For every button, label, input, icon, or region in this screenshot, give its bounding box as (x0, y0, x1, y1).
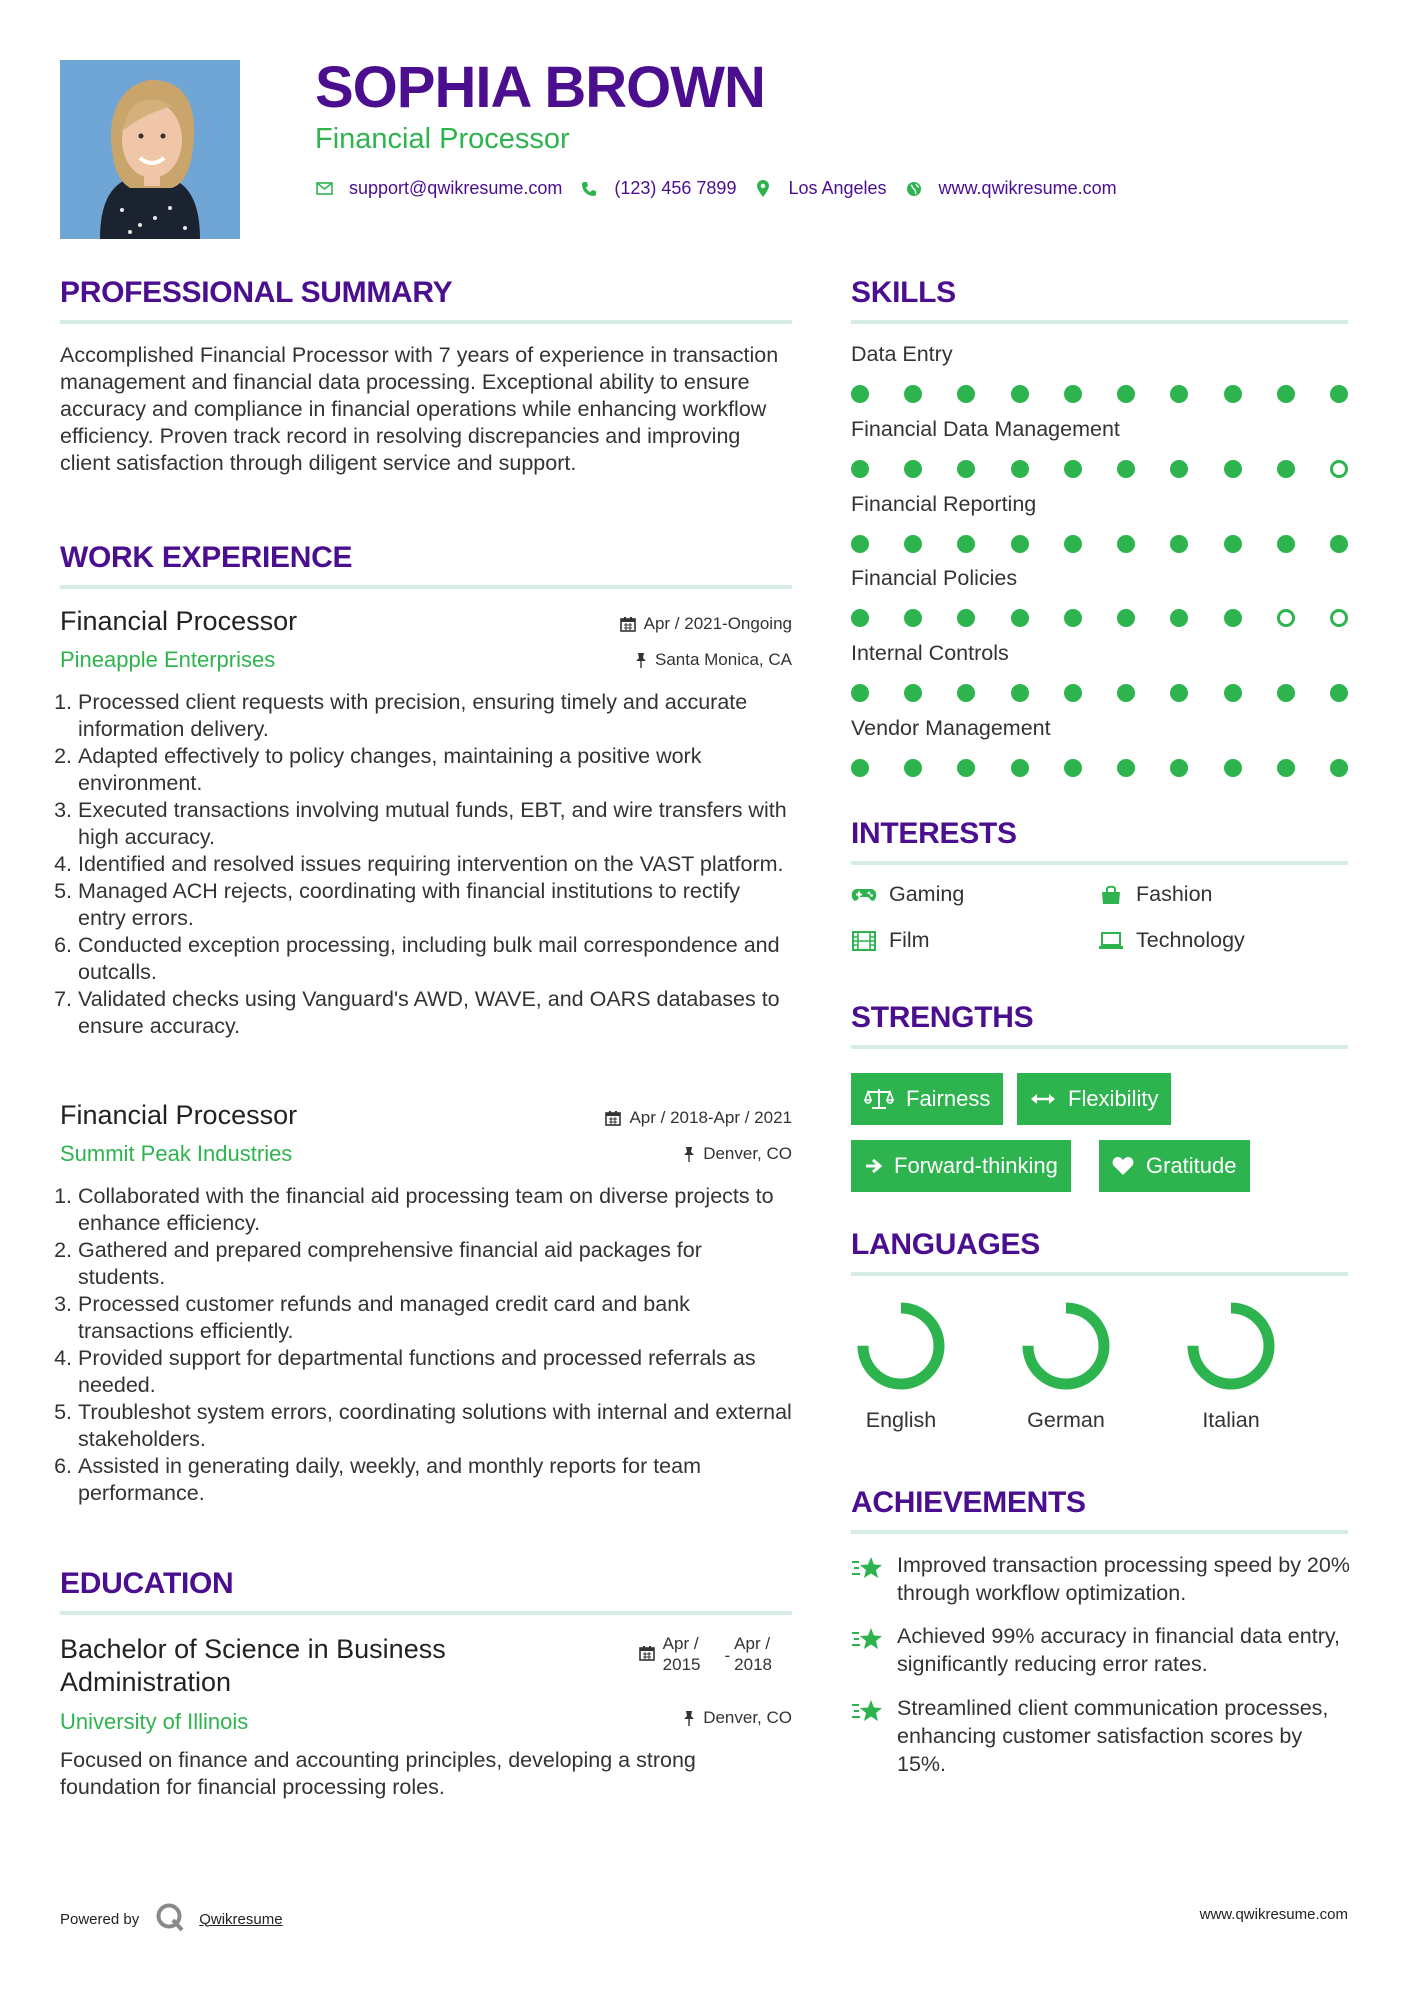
section-divider (60, 585, 792, 589)
rating-dot-filled (1277, 460, 1295, 478)
rating-dot-filled (1330, 684, 1348, 702)
job-bullets (60, 1183, 792, 1507)
language-progress-ring (1183, 1298, 1279, 1394)
strengths-section-header (851, 1001, 1348, 1049)
candidate-title: Financial Processor (315, 123, 570, 155)
rating-dot-filled (851, 535, 869, 553)
date-start: Apr / 2015 (662, 1634, 701, 1674)
section-divider (851, 1045, 1348, 1049)
star-icon (851, 1622, 885, 1678)
strengths-heading: STRENGTHS (851, 1001, 1034, 1034)
experience-section-header (60, 541, 792, 589)
section-divider (60, 1611, 792, 1615)
job-location-text: Santa Monica, CA (654, 650, 792, 669)
skill-name: Vendor Management (851, 716, 1051, 740)
skill-name: Financial Data Management (851, 417, 1120, 441)
summary-heading: PROFESSIONAL SUMMARY (60, 276, 453, 309)
rating-dot-filled (1064, 759, 1082, 777)
strength-badge-gratitude (1099, 1140, 1250, 1192)
rating-dot-filled (1224, 684, 1242, 702)
star-icon (851, 1551, 885, 1607)
skill-rating (851, 535, 1348, 553)
section-divider (851, 1272, 1348, 1276)
contact-website[interactable] (905, 178, 1117, 199)
language-progress-ring (1018, 1298, 1114, 1394)
rating-dot-filled (904, 535, 922, 553)
job-entry-1 (60, 606, 792, 1040)
achievement-item (851, 1622, 1351, 1678)
skill-name: Financial Reporting (851, 492, 1037, 516)
skill-row (851, 641, 1351, 702)
calendar-icon (605, 1110, 621, 1126)
job-bullets (60, 689, 792, 1040)
rating-dot-filled (851, 609, 869, 627)
list-item: 6. Assisted in generating daily, weekly, and monthly reports for team performance. (78, 1453, 792, 1507)
interests-heading: INTERESTS (851, 817, 1017, 850)
job-date-text: Apr / 2018-Apr / 2021 (629, 1108, 792, 1127)
skill-rating (851, 609, 1348, 627)
rating-dot-filled (1011, 684, 1029, 702)
skills-section-header (851, 276, 1348, 324)
language-label: Italian (1202, 1408, 1260, 1432)
skill-rating (851, 759, 1348, 777)
language-item (841, 1298, 961, 1433)
language-item (1006, 1298, 1126, 1433)
profile-photo (60, 60, 240, 239)
education-heading: EDUCATION (60, 1567, 234, 1600)
skill-rating (851, 385, 1348, 403)
strength-badge-flexibility (1017, 1073, 1171, 1125)
envelope-icon (315, 180, 333, 198)
rating-dot-empty (1277, 609, 1295, 627)
degree-line: Administration (60, 1667, 232, 1697)
contact-phone[interactable] (580, 178, 736, 199)
summary-section-header (60, 276, 792, 324)
education-description: Focused on finance and accounting principles, developing a strong foundation for financial processing roles. (60, 1748, 696, 1799)
skill-name: Internal Controls (851, 641, 1009, 665)
rating-dot-filled (1064, 535, 1082, 553)
rating-dot-filled (1117, 609, 1135, 627)
rating-dot-filled (1224, 385, 1242, 403)
list-item: 5. Troubleshot system errors, coordinating solutions with internal and external stakeholders. (78, 1399, 792, 1453)
list-item: 1. Collaborated with the financial aid processing team on diverse projects to enhance efficiency. (78, 1183, 792, 1237)
rating-dot-filled (1117, 684, 1135, 702)
interest-label: Film (889, 928, 930, 952)
interest-label: Technology (1136, 928, 1245, 952)
calendar-icon (620, 616, 636, 632)
list-item: 2. Adapted effectively to policy changes, maintaining a positive work environment. (78, 743, 792, 797)
film-icon (851, 931, 877, 951)
rating-dot-filled (1170, 759, 1188, 777)
rating-dot-filled (1064, 684, 1082, 702)
skill-row (851, 716, 1351, 777)
skill-row (851, 342, 1351, 403)
school-name: University of Illinois (60, 1709, 249, 1734)
rating-dot-filled (1330, 535, 1348, 553)
list-item: 5. Managed ACH rejects, coordinating with financial institutions to rectify entry errors. (78, 878, 792, 932)
rating-dot-filled (1170, 535, 1188, 553)
skills-heading: SKILLS (851, 276, 956, 309)
job-date-text: Apr / 2021-Ongoing (643, 614, 792, 633)
contact-email[interactable] (315, 178, 562, 199)
rating-dot-filled (904, 385, 922, 403)
experience-heading: WORK EXPERIENCE (60, 541, 353, 574)
section-divider (60, 320, 792, 324)
pushpin-icon (635, 652, 647, 668)
rating-dot-empty (1330, 460, 1348, 478)
rating-dot-filled (904, 684, 922, 702)
achievements-heading: ACHIEVEMENTS (851, 1486, 1086, 1519)
globe-icon (905, 180, 923, 198)
achievement-text: Improved transaction processing speed by 20% through workflow optimization. (897, 1553, 1350, 1605)
rating-dot-filled (1170, 385, 1188, 403)
rating-dot-filled (1064, 460, 1082, 478)
strength-label: Forward-thinking (894, 1153, 1058, 1178)
education-section-header (60, 1567, 792, 1615)
rating-dot-filled (1277, 684, 1295, 702)
contact-location (754, 178, 886, 199)
strength-badge-forward-thinking (851, 1140, 1071, 1192)
skill-name: Financial Policies (851, 566, 1018, 590)
languages-section-header (851, 1228, 1348, 1276)
rating-dot-filled (957, 460, 975, 478)
list-item: 2. Gathered and prepared comprehensive financial aid packages for students. (78, 1237, 792, 1291)
job-location-text: Denver, CO (703, 1144, 792, 1163)
rating-dot-filled (851, 385, 869, 403)
job-date (605, 1108, 792, 1128)
section-divider (851, 1530, 1348, 1534)
language-item (1171, 1298, 1291, 1433)
rating-dot-filled (957, 759, 975, 777)
rating-dot-filled (1011, 759, 1029, 777)
strength-label: Flexibility (1068, 1086, 1159, 1111)
rating-dot-filled (1011, 609, 1029, 627)
job-company: Summit Peak Industries (60, 1141, 293, 1166)
rating-dot-filled (1277, 385, 1295, 403)
education-location (683, 1708, 792, 1728)
job-date (620, 614, 792, 634)
heart-icon (1112, 1156, 1134, 1176)
rating-dot-filled (1064, 385, 1082, 403)
pushpin-icon (683, 1710, 695, 1726)
skill-name: Data Entry (851, 342, 953, 366)
interest-label: Gaming (889, 882, 965, 906)
education-location-text: Denver, CO (703, 1708, 792, 1727)
rating-dot-filled (1117, 535, 1135, 553)
skill-rating (851, 684, 1348, 702)
list-item: 6. Conducted exception processing, including bulk mail correspondence and outcalls. (78, 932, 792, 986)
interest-technology (1098, 928, 1245, 953)
list-item: 3. Executed transactions involving mutual funds, EBT, and wire transfers with high accuracy. (78, 797, 792, 851)
job-location (635, 650, 792, 670)
skill-row (851, 492, 1351, 553)
strength-label: Gratitude (1146, 1153, 1237, 1178)
date-dash: - (724, 1646, 731, 1665)
achievements-section-header (851, 1486, 1348, 1534)
language-level-arc (1193, 1308, 1269, 1384)
powered-by-text: Powered by (60, 1910, 140, 1928)
list-item: 1. Processed client requests with precision, ensuring timely and accurate information delivery. (78, 689, 792, 743)
rating-dot-filled (1277, 759, 1295, 777)
achievement-item (851, 1694, 1351, 1778)
language-label: German (1027, 1408, 1105, 1432)
job-title: Financial Processor (60, 1100, 298, 1130)
qwikresume-logo-icon (155, 1902, 185, 1936)
rating-dot-filled (957, 535, 975, 553)
laptop-icon (1098, 931, 1124, 951)
phone-text: (123) 456 7899 (614, 178, 737, 198)
email-text: support@qwikresume.com (349, 178, 563, 198)
shopping-bag-icon (1098, 885, 1124, 905)
list-item: 4. Provided support for departmental functions and processed referrals as needed. (78, 1345, 792, 1399)
education-entry (60, 1633, 792, 1801)
footer-website[interactable]: www.qwikresume.com (1199, 1906, 1348, 1923)
summary-text: Accomplished Financial Processor with 7 years of experience in transaction management and financial data processing. Exceptional ability to ensure accuracy and compliance in financial operations while enhancing workflow efficiency. Proven track record in resolving discrepancies and improving client satisfaction through diligent service and support. (60, 343, 779, 475)
balance-scale-icon (864, 1088, 894, 1110)
rating-dot-filled (1224, 460, 1242, 478)
job-company: Pineapple Enterprises (60, 647, 276, 672)
rating-dot-filled (1011, 535, 1029, 553)
gamepad-icon (851, 885, 877, 905)
star-icon (851, 1694, 885, 1778)
rating-dot-filled (1064, 609, 1082, 627)
rating-dot-filled (1224, 759, 1242, 777)
education-date (639, 1633, 772, 1675)
rating-dot-filled (1117, 385, 1135, 403)
interests-section-header (851, 817, 1348, 865)
rating-dot-filled (904, 460, 922, 478)
rating-dot-filled (851, 460, 869, 478)
skill-row (851, 417, 1351, 478)
rating-dot-filled (1330, 759, 1348, 777)
calendar-icon (639, 1645, 655, 1661)
achievement-text: Achieved 99% accuracy in financial data entry, significantly reducing error rates. (897, 1624, 1340, 1676)
language-progress-ring (853, 1298, 949, 1394)
interest-film (851, 928, 930, 953)
rating-dot-filled (957, 385, 975, 403)
rating-dot-filled (851, 684, 869, 702)
job-title: Financial Processor (60, 606, 298, 636)
brand-link[interactable]: Qwikresume (199, 1910, 283, 1928)
list-item: 3. Processed customer refunds and managed credit card and bank transactions efficiently. (78, 1291, 792, 1345)
rating-dot-filled (1117, 759, 1135, 777)
job-entry-2 (60, 1100, 792, 1507)
rating-dot-filled (1170, 609, 1188, 627)
section-divider (851, 320, 1348, 324)
rating-dot-filled (1224, 609, 1242, 627)
rating-dot-filled (957, 684, 975, 702)
candidate-name: SOPHIA BROWN (315, 55, 765, 120)
interest-fashion (1098, 882, 1213, 907)
interest-gaming (851, 882, 964, 907)
date-end: Apr / 2018 (734, 1634, 772, 1674)
rating-dot-filled (1117, 460, 1135, 478)
job-location (683, 1144, 792, 1164)
rating-dot-filled (904, 609, 922, 627)
rating-dot-filled (1170, 684, 1188, 702)
map-marker-icon (754, 180, 772, 198)
phone-icon (580, 180, 598, 198)
rating-dot-filled (1011, 460, 1029, 478)
rating-dot-filled (1170, 460, 1188, 478)
rating-dot-empty (1330, 609, 1348, 627)
pushpin-icon (683, 1146, 695, 1162)
rating-dot-filled (1277, 535, 1295, 553)
section-divider (851, 861, 1348, 865)
strength-badge-fairness (851, 1073, 1003, 1125)
achievement-item (851, 1551, 1351, 1607)
achievement-text: Streamlined client communication processes, enhancing customer satisfaction scores by 15%. (897, 1696, 1329, 1776)
skill-rating (851, 460, 1348, 478)
interest-label: Fashion (1136, 882, 1213, 906)
arrows-horizontal-icon (1030, 1092, 1056, 1106)
strength-label: Fairness (906, 1086, 991, 1111)
contact-bar (315, 178, 1135, 199)
language-label: English (865, 1408, 937, 1432)
languages-heading: LANGUAGES (851, 1228, 1040, 1261)
rating-dot-filled (851, 759, 869, 777)
degree-line: Bachelor of Science in Business (60, 1634, 446, 1664)
arrow-right-icon (864, 1157, 882, 1175)
footer-powered-by (60, 1902, 283, 1936)
list-item: 4. Identified and resolved issues requiring intervention on the VAST platform. (78, 851, 792, 878)
website-text: www.qwikresume.com (938, 178, 1117, 198)
rating-dot-filled (1224, 535, 1242, 553)
rating-dot-filled (1011, 385, 1029, 403)
rating-dot-filled (1330, 385, 1348, 403)
rating-dot-filled (957, 609, 975, 627)
rating-dot-filled (904, 759, 922, 777)
skill-row (851, 566, 1351, 627)
language-level-arc (1028, 1308, 1104, 1384)
location-text: Los Angeles (788, 178, 887, 198)
language-level-arc (863, 1308, 939, 1384)
list-item: 7. Validated checks using Vanguard's AWD, WAVE, and OARS databases to ensure accuracy. (78, 986, 792, 1040)
